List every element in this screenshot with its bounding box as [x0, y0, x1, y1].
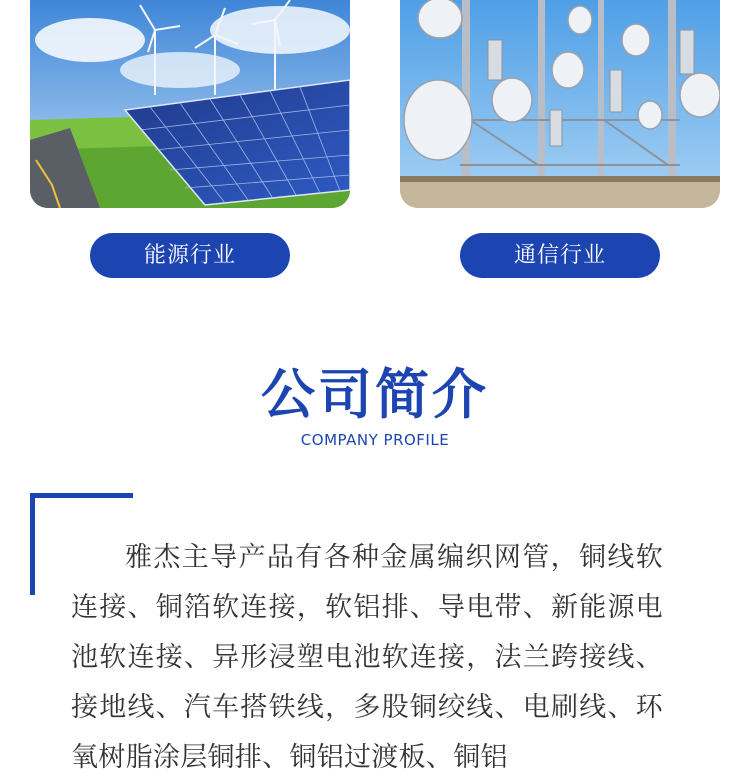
corner-decoration-vertical [30, 493, 35, 595]
section-subtitle: COMPANY PROFILE [300, 431, 450, 449]
telecom-industry-image [400, 0, 720, 208]
section-title: 公司简介 [261, 363, 489, 426]
energy-industry-image [30, 0, 350, 208]
energy-industry-button[interactable]: 能源行业 [90, 233, 290, 278]
telecom-industry-button[interactable]: 通信行业 [460, 233, 660, 278]
company-intro-text: 雅杰主导产品有各种金属编织网管，铜线软连接、铜箔软连接，软铝排、导电带、新能源电池软连接、异形浸塑电池软连接，法兰跨接线、接地线、汽车搭铁线，多股铜绞线、电刷线、环氧树脂涂层铜排、铜铝过渡板、铜铝 [71, 542, 663, 773]
corner-decoration-horizontal [30, 493, 133, 498]
